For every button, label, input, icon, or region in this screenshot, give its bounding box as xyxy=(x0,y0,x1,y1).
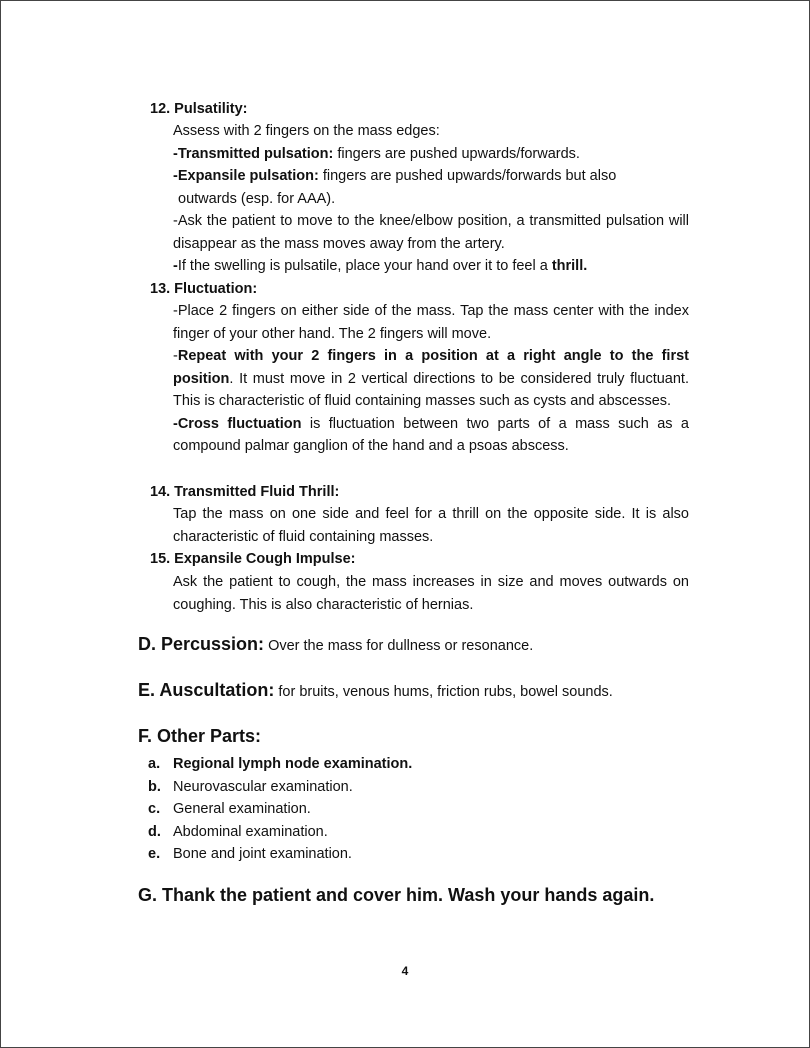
section-percussion xyxy=(138,633,533,657)
item-12-line-3: -Expansile pulsation: fingers are pushed upwards/forwards but also xyxy=(173,168,617,184)
item-12-line-6: -If the swelling is pulsatile, place your hand over it to feel a thrill. xyxy=(173,258,588,274)
final-instruction: G. Thank the patient and cover him. Wash your hands again. xyxy=(138,885,655,905)
item-12-body xyxy=(173,120,689,278)
list-item: d. Abdominal examination. xyxy=(148,823,328,840)
item-15-body xyxy=(173,571,689,616)
page-number: 4 xyxy=(401,964,409,978)
auscultation-text: for bruits, venous hums, friction rubs, bowel sounds. xyxy=(274,684,613,700)
item-13-line-2: -Repeat with your 2 fingers in a position at a right angle to the first position. It must move in 2 vertical directions to be considered truly fluctuant. This is characteristic of fluid containing masses such as cysts and abscesses. xyxy=(173,348,689,409)
section-auscultation xyxy=(138,679,613,703)
item-12-line-2: -Transmitted pulsation: fingers are pushed upwards/forwards. xyxy=(173,145,580,162)
list-item: a. Regional lymph node examination. xyxy=(148,756,413,772)
list-item: e. Bone and joint examination. xyxy=(148,846,352,862)
auscultation-heading: E. Auscultation: xyxy=(138,680,275,700)
item-12-line-5: -Ask the patient to move to the knee/elbow position, a transmitted pulsation will disappear as the mass moves away from the artery. xyxy=(173,213,689,252)
other-parts-heading: F. Other Parts: xyxy=(138,726,262,746)
list-item: b. Neurovascular examination. xyxy=(148,778,353,795)
item-14-title: 14. Transmitted Fluid Thrill: xyxy=(150,484,340,500)
section-other-parts xyxy=(138,725,261,749)
item-12-line-4: outwards (esp. for AAA). xyxy=(178,190,336,207)
item-15-title: 15. Expansile Cough Impulse: xyxy=(150,551,356,567)
item-12-title: 12. Pulsatility: xyxy=(150,101,248,117)
other-parts-list xyxy=(148,753,412,866)
item-14-line-1: Tap the mass on one side and feel for a thrill on the opposite side. It is also characteristic of fluid containing masses. xyxy=(173,506,689,545)
item-14-body xyxy=(173,503,689,548)
item-13-line-3: -Cross fluctuation is fluctuation between two parts of a mass such as a compound palmar ganglion of the hand and a psoas abscess. xyxy=(173,415,689,454)
percussion-text: Over the mass for dullness or resonance. xyxy=(264,638,534,654)
percussion-heading: D. Percussion: xyxy=(138,634,265,654)
item-12-line-1: Assess with 2 fingers on the mass edges: xyxy=(173,123,440,139)
item-13-line-1: -Place 2 fingers on either side of the mass. Tap the mass center with the index finger of your other hand. The 2 fingers will move. xyxy=(173,303,689,342)
item-13-title: 13. Fluctuation: xyxy=(150,281,258,297)
list-item: c. General examination. xyxy=(148,801,311,817)
item-15-line-1: Ask the patient to cough, the mass increases in size and moves outwards on coughing. This is also characteristic of hernias. xyxy=(173,574,689,613)
item-13-body xyxy=(173,300,689,458)
